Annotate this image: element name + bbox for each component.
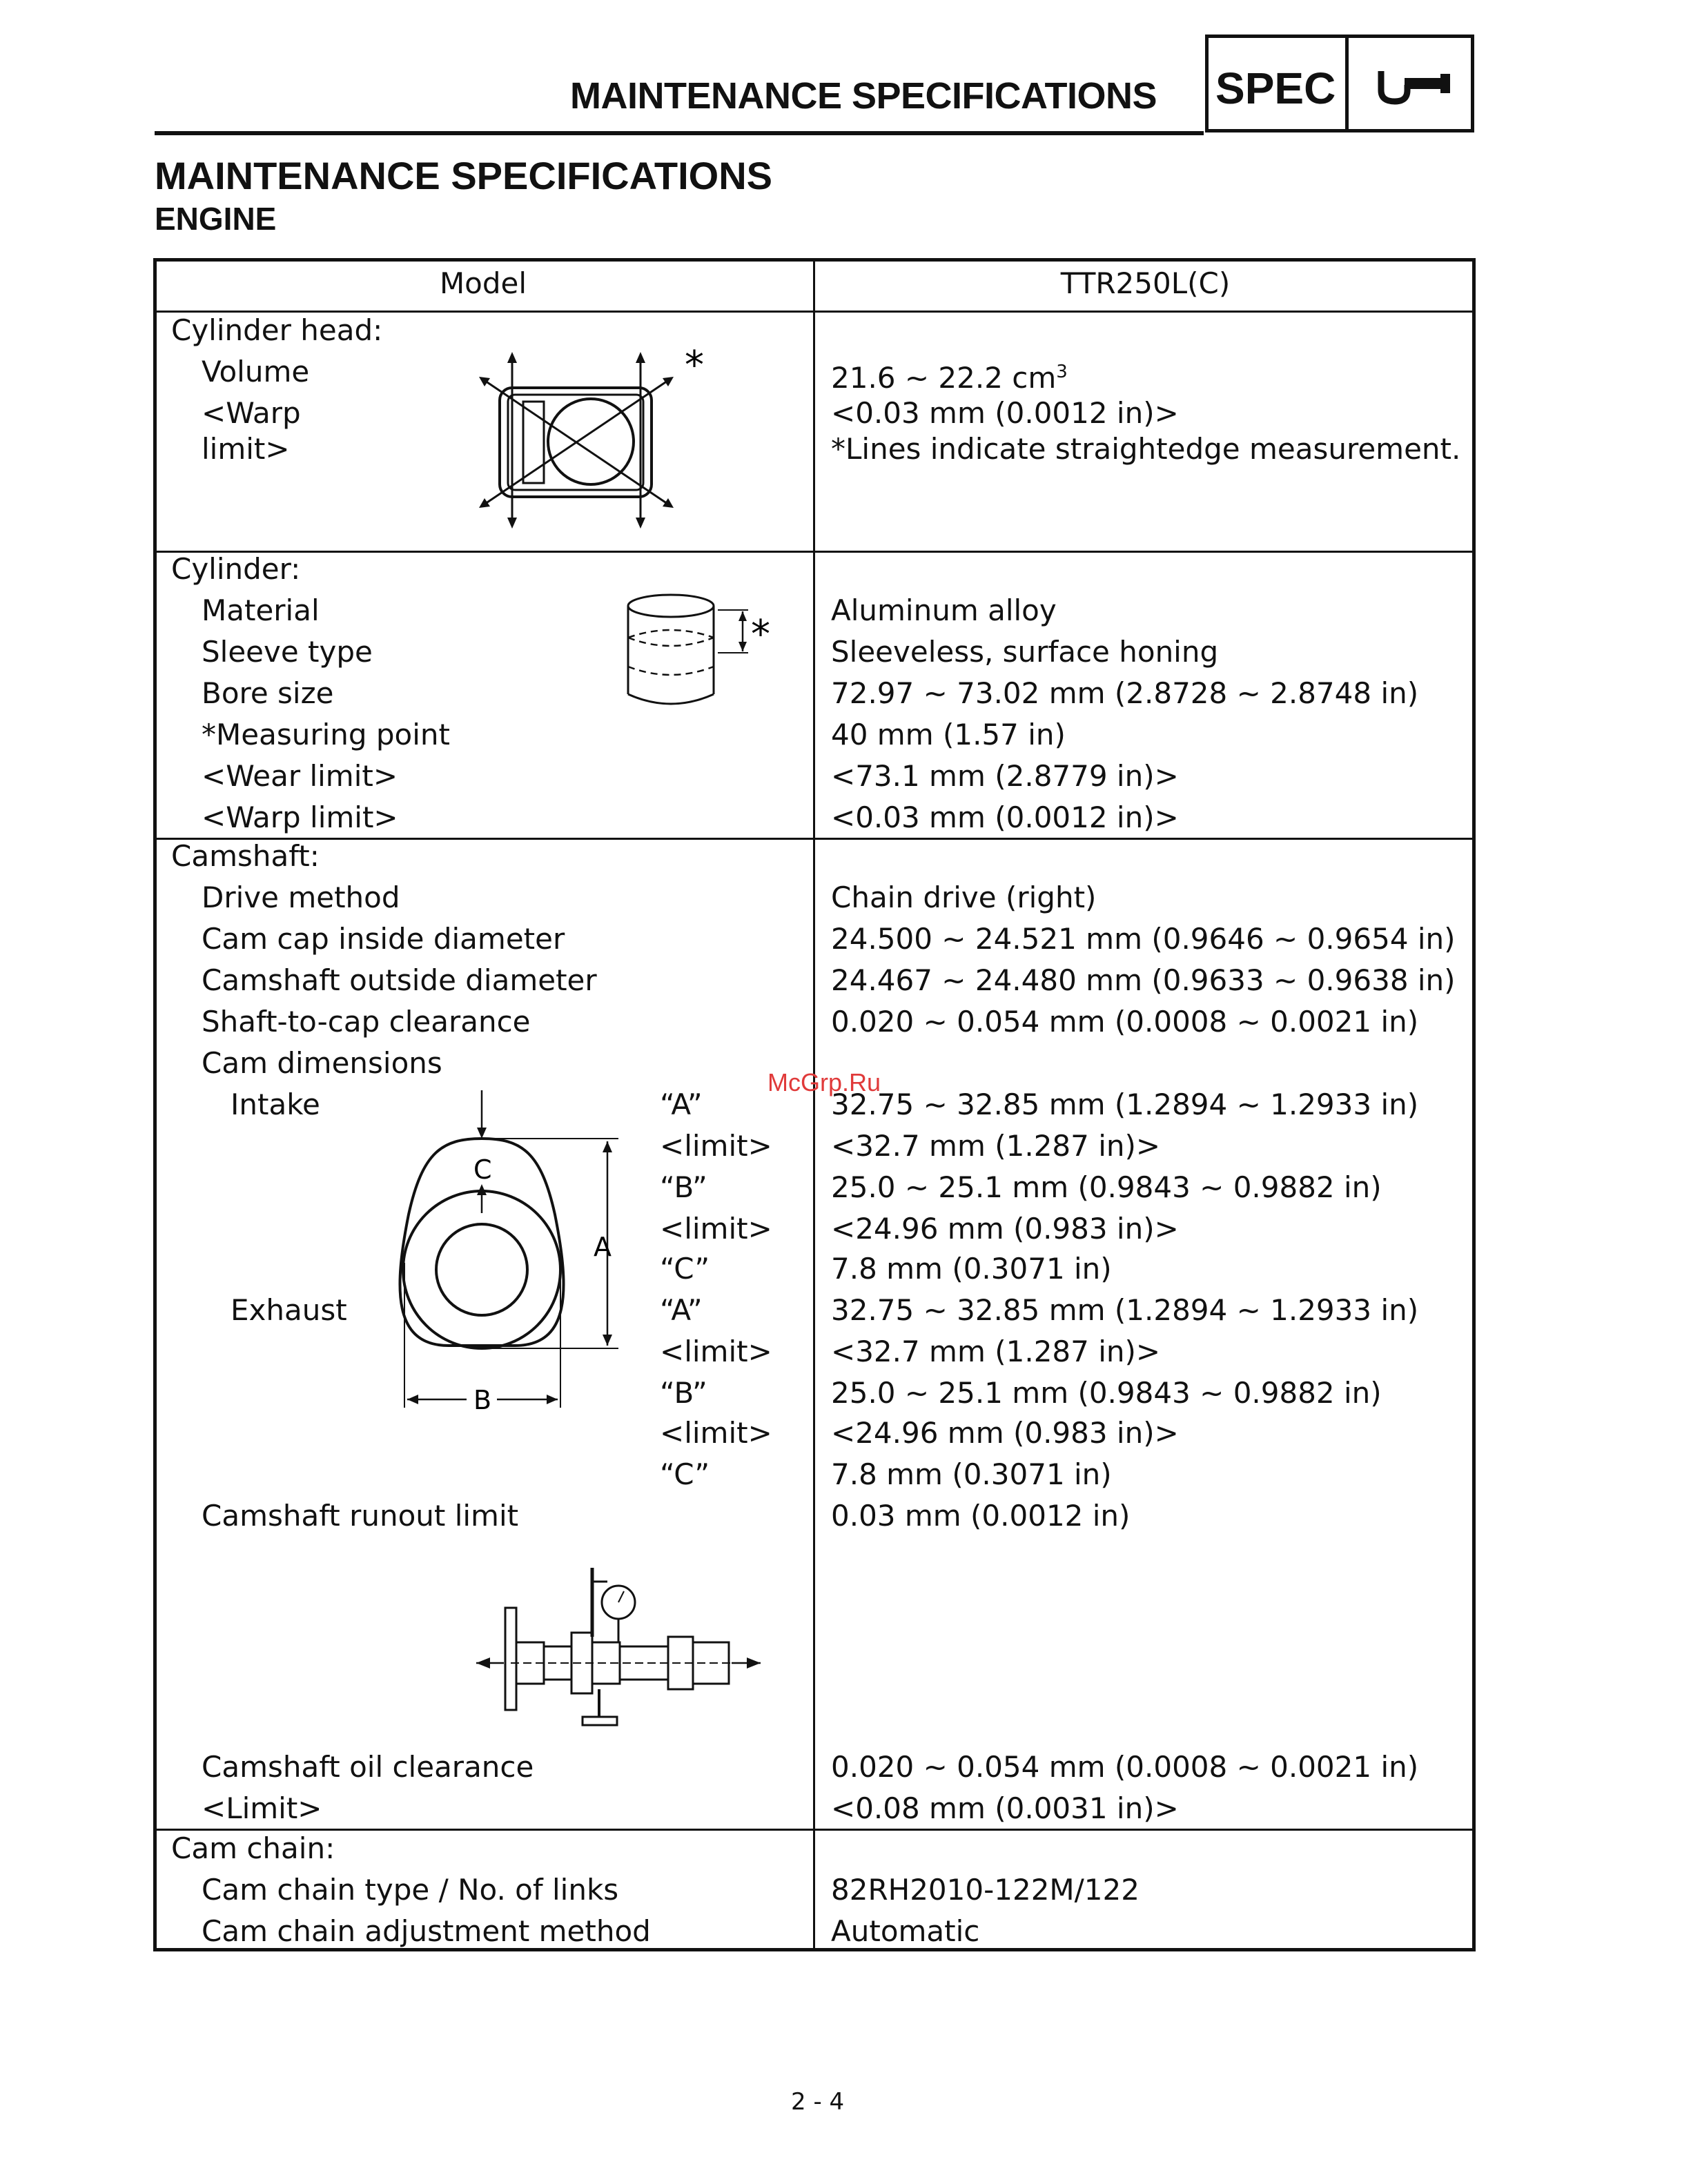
dim-key: “A” [660, 1293, 703, 1327]
camshaft-label: Cam cap inside diameter [202, 922, 565, 956]
dim-value: <32.7 mm (1.287 in)> [831, 1129, 1161, 1163]
dim-key: “B” [660, 1170, 707, 1204]
camshaft-label: Cam dimensions [202, 1046, 442, 1080]
oil-limit-value: <0.08 mm (0.0031 in)> [831, 1791, 1179, 1825]
cylinder-heading: Cylinder: [171, 552, 301, 586]
dim-value: <32.7 mm (1.287 in)> [831, 1335, 1161, 1368]
cylinder-measuring-diagram [621, 591, 787, 715]
section-title: MAINTENANCE SPECIFICATIONS [155, 154, 772, 197]
camshaft-value: 0.020 ~ 0.054 mm (0.0008 ~ 0.0021 in) [831, 1005, 1419, 1039]
oil-limit-label: <Limit> [202, 1791, 322, 1825]
cylinder-value: Aluminum alloy [831, 593, 1057, 627]
dim-value: 32.75 ~ 32.85 mm (1.2894 ~ 1.2933 in) [831, 1293, 1419, 1327]
cylinder-value: 72.97 ~ 73.02 mm (2.8728 ~ 2.8748 in) [831, 676, 1419, 710]
cylinder-value: 40 mm (1.57 in) [831, 718, 1066, 751]
dim-key: <limit> [660, 1416, 772, 1450]
badge-text: SPEC [1215, 63, 1336, 113]
dim-value: 25.0 ~ 25.1 mm (0.9843 ~ 0.9882 in) [831, 1376, 1382, 1410]
dim-value: 32.75 ~ 32.85 mm (1.2894 ~ 1.2933 in) [831, 1088, 1419, 1121]
cylinder-value: <73.1 mm (2.8779 in)> [831, 759, 1179, 793]
row-divider [153, 1829, 1476, 1831]
cam-chain-label: Cam chain adjustment method [202, 1914, 651, 1948]
cylinder-value: <0.03 mm (0.0012 in)> [831, 800, 1179, 834]
camshaft-label: Shaft-to-cap clearance [202, 1005, 531, 1039]
table-header-rule [153, 311, 1476, 313]
cylinder-label: Sleeve type [202, 635, 373, 669]
section-subtitle: ENGINE [155, 201, 277, 237]
camshaft-runout-diagram [476, 1561, 766, 1726]
dim-value: 7.8 mm (0.3071 in) [831, 1457, 1112, 1491]
oil-clearance-value: 0.020 ~ 0.054 mm (0.0008 ~ 0.0021 in) [831, 1750, 1419, 1784]
volume-label: Volume [202, 355, 310, 388]
spec-badge [1205, 35, 1474, 132]
volume-value [831, 355, 1068, 395]
oil-clearance-label: Camshaft oil clearance [202, 1750, 534, 1784]
cylinder-value: Sleeveless, surface honing [831, 635, 1219, 669]
dim-key: <limit> [660, 1212, 772, 1246]
runout-label: Camshaft runout limit [202, 1499, 519, 1533]
row-divider [153, 551, 1476, 553]
cylinder-label: Material [202, 593, 320, 627]
header-rule [155, 131, 1204, 135]
camshaft-value: Chain drive (right) [831, 881, 1097, 914]
table-column-divider [813, 258, 815, 1951]
row-divider [153, 838, 1476, 840]
cam-chain-heading: Cam chain: [171, 1831, 335, 1865]
badge-divider [1345, 38, 1349, 129]
figure-asterisk: * [685, 343, 704, 388]
warp-label: limit> [202, 432, 290, 466]
dim-key: “A” [660, 1088, 703, 1121]
dim-value: <24.96 mm (0.983 in)> [831, 1212, 1179, 1246]
running-header-title: MAINTENANCE SPECIFICATIONS [570, 75, 1157, 117]
dim-value: 25.0 ~ 25.1 mm (0.9843 ~ 0.9882 in) [831, 1170, 1382, 1204]
cylinder-head-warp-diagram [469, 343, 704, 531]
warp-value: <0.03 mm (0.0012 in)> [831, 396, 1179, 430]
camshaft-value: 24.467 ~ 24.480 mm (0.9633 ~ 0.9638 in) [831, 963, 1456, 997]
dim-key: <limit> [660, 1335, 772, 1368]
cam-chain-label: Cam chain type / No. of links [202, 1873, 619, 1907]
cylinder-label: *Measuring point [202, 718, 450, 751]
volume-unit-exponent: 3 [1056, 362, 1068, 382]
col-header-value: TTR250L(C) [1060, 266, 1231, 300]
watermark: McGrp.Ru [767, 1068, 881, 1096]
cylinder-label: Bore size [202, 676, 334, 710]
camshaft-heading: Camshaft: [171, 839, 320, 873]
dim-key: “C” [660, 1252, 710, 1286]
col-header-model: Model [439, 266, 527, 300]
dim-key: “B” [660, 1376, 707, 1410]
camshaft-label: Camshaft outside diameter [202, 963, 597, 997]
warp-label: <Warp [202, 396, 301, 430]
cam-lobe-dimension-diagram [393, 1083, 628, 1415]
intake-label: Intake [231, 1088, 320, 1121]
camshaft-value: 24.500 ~ 24.521 mm (0.9646 ~ 0.9654 in) [831, 922, 1456, 956]
runout-value: 0.03 mm (0.0012 in) [831, 1499, 1131, 1533]
cam-chain-value: Automatic [831, 1914, 980, 1948]
dim-label-a: A [594, 1232, 612, 1262]
dim-label-b: B [473, 1385, 492, 1415]
dim-key: “C” [660, 1457, 710, 1491]
exhaust-label: Exhaust [231, 1293, 347, 1327]
figure-asterisk: * [751, 612, 770, 657]
dim-value: 7.8 mm (0.3071 in) [831, 1252, 1112, 1286]
page-number: 2 - 4 [791, 2088, 845, 2116]
cylinder-head-heading: Cylinder head: [171, 313, 383, 347]
volume-value-text: 21.6 ~ 22.2 cm [831, 361, 1057, 395]
cylinder-label: <Warp limit> [202, 800, 398, 834]
camshaft-label: Drive method [202, 881, 400, 914]
cylinder-label: <Wear limit> [202, 759, 398, 793]
dim-value: <24.96 mm (0.983 in)> [831, 1416, 1179, 1450]
micrometer-icon [1374, 66, 1457, 107]
dim-key: <limit> [660, 1129, 772, 1163]
cam-chain-value: 82RH2010-122M/122 [831, 1873, 1140, 1907]
dim-label-c: C [473, 1154, 492, 1185]
straightedge-note: *Lines indicate straightedge measurement. [831, 432, 1461, 466]
